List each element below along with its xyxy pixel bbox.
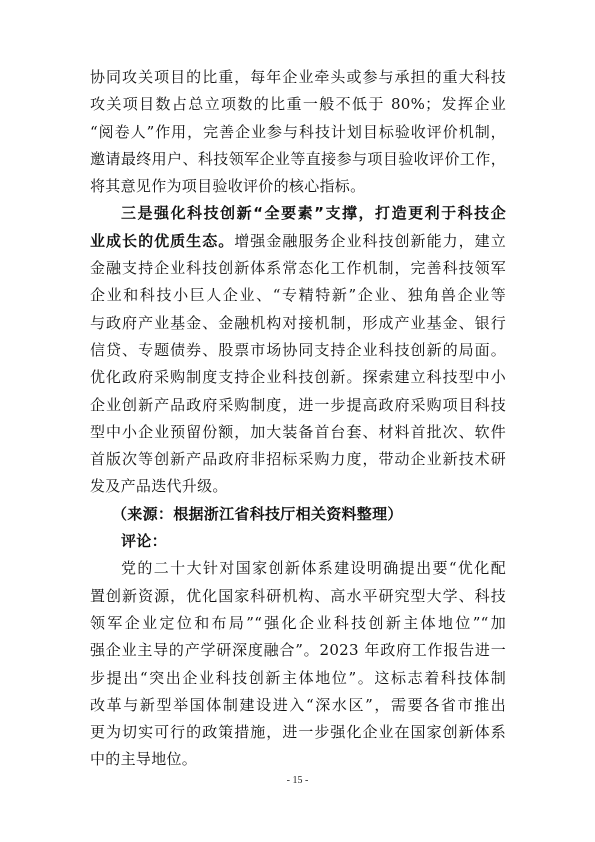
text-line: 与政府产业基金、金融机构对接机制，形成产业基金、银行 [90, 313, 506, 332]
body-text [90, 64, 506, 774]
text-line: 优化政府采购制度支持企业科技创新。探索建立科技型中小 [90, 368, 506, 387]
section-heading: 三是强化科技创新“全要素”支撑，打造更利于科技企 [121, 204, 506, 223]
comment-label: 评论： [121, 532, 167, 551]
text-line: 领军企业定位和布局”“强化企业科技创新主体地位”“加 [90, 613, 506, 632]
text-line: 党的二十大针对国家创新体系建设明确提出要“优化配 [121, 559, 506, 578]
section-heading-tail: 业成长的优质生态。 [90, 231, 235, 250]
text-line: “阅卷人”作用，完善企业参与科技计划目标验收评价机制， [90, 122, 506, 141]
text-line: 步提出“突出企业科技创新主体地位”。这标志着科技体制 [90, 668, 506, 687]
text-line: 攻关项目数占总立项数的比重一般不低于 80%；发挥企业 [90, 95, 506, 114]
text-line: 首版次等创新产品政府非招标采购力度，带动企业新技术研 [90, 450, 506, 469]
text-line: 企业创新产品政府采购制度，进一步提高政府采购项目科技 [90, 395, 506, 414]
text-line: 企业和科技小巨人企业、“专精特新”企业、独角兽企业等 [90, 286, 506, 305]
text-line: 型中小企业预留份额，加大装备首台套、材料首批次、软件 [90, 422, 506, 441]
text-run: 增强金融服务企业科技创新能力，建立 [234, 231, 506, 250]
text-line: 协同攻关项目的比重，每年企业牵头或参与承担的重大科技 [90, 68, 506, 86]
source-note: （来源：根据浙江省科技厅相关资料整理） [112, 504, 403, 523]
text-line: 信贷、专题债券、股票市场协同支持企业科技创新的局面。 [90, 340, 506, 359]
text-line: 置创新资源，优化国家科研机构、高水平研究型大学、科技 [90, 586, 506, 605]
text-line: 金融支持企业科技创新体系常态化工作机制，完善科技领军 [90, 259, 506, 278]
text-line: 将其意见作为项目验收评价的核心指标。 [90, 177, 366, 196]
text-line: 邀请最终用户、科技领军企业等直接参与项目验收评价工作， [90, 149, 506, 168]
text-line [90, 228, 506, 255]
text-line: 中的主导地位。 [90, 750, 198, 769]
text-line: 更为切实可行的政策措施，进一步强化企业在国家创新体系 [90, 723, 506, 742]
text-line: 强企业主导的产学研深度融合”。2023 年政府工作报告进一 [90, 641, 506, 660]
text-line: 改革与新型举国体制建设进入“深水区”，需要各省市推出 [90, 695, 506, 714]
page-number: - 15 - [286, 775, 309, 786]
text-line: 发及产品迭代升级。 [90, 477, 228, 496]
